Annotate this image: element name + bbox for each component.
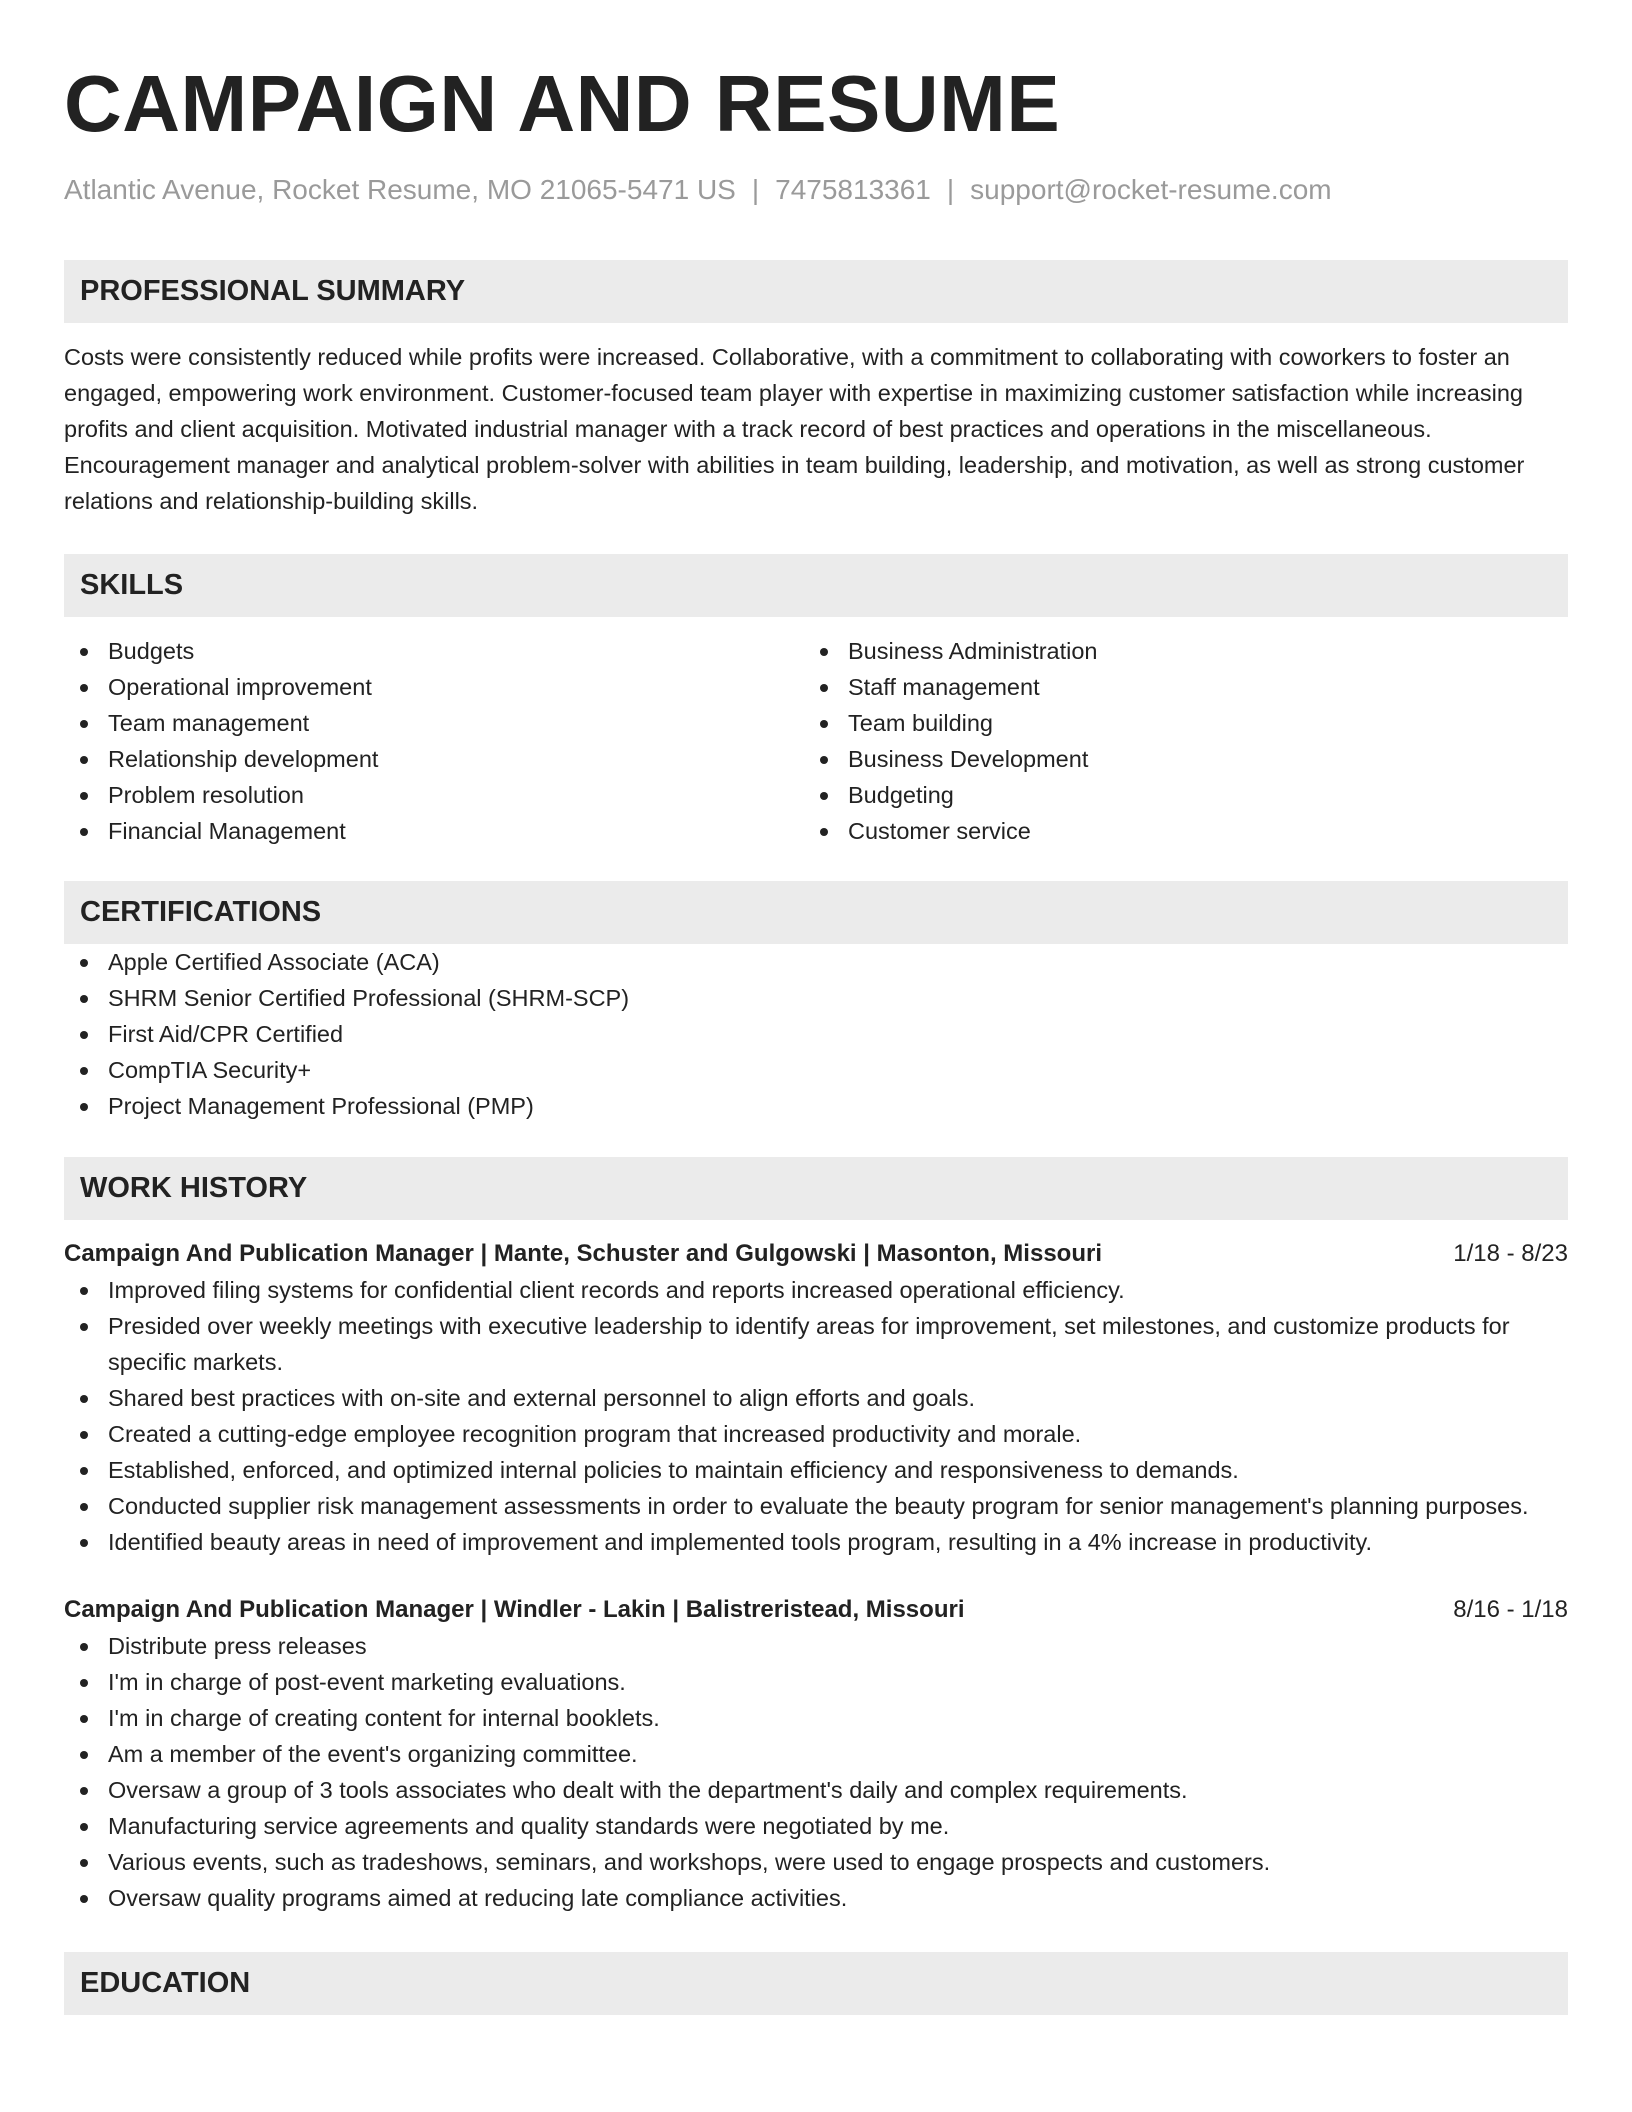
skill-item: Staff management [804, 669, 1544, 705]
contact-line [64, 172, 1568, 208]
skill-item: Business Development [804, 741, 1544, 777]
job-bullet: Am a member of the event's organizing committee. [64, 1736, 1568, 1772]
certification-list [64, 944, 1568, 1124]
certification-item: CompTIA Security+ [64, 1052, 1568, 1088]
job-bullet: Various events, such as tradeshows, seminars, and workshops, were used to engage prospects and customers. [64, 1844, 1568, 1880]
contact-phone: 7475813361 [775, 174, 931, 205]
job-bullet: I'm in charge of post-event marketing evaluations. [64, 1664, 1568, 1700]
job-bullet: Established, enforced, and optimized internal policies to maintain efficiency and responsiveness to demands. [64, 1452, 1568, 1488]
job-bullet: I'm in charge of creating content for internal booklets. [64, 1700, 1568, 1736]
section-heading-education: EDUCATION [64, 1952, 1568, 2015]
summary-text: Costs were consistently reduced while profits were increased. Collaborative, with a commitment to collaborating with coworkers to foster an engaged, empowering work environment. Customer-focused team player with expertise in maximizing customer satisfaction while increasing profits and client acquisition. Motivated industrial manager with a track record of best practices and operations in the miscellaneous. Encouragement manager and analytical problem-solver with abilities in team building, leadership, and motivation, as well as strong customer relations and relationship-building skills. [64, 344, 1525, 514]
skill-item: Team management [64, 705, 804, 741]
skill-item: Budgets [64, 633, 804, 669]
job-bullet: Conducted supplier risk management assessments in order to evaluate the beauty program for senior management's planning purposes. [64, 1488, 1568, 1524]
certification-item: Apple Certified Associate (ACA) [64, 944, 1568, 980]
job-bullet: Presided over weekly meetings with executive leadership to identify areas for improvement, set milestones, and customize products for specific markets. [64, 1308, 1568, 1380]
skill-item: Problem resolution [64, 777, 804, 813]
job-header [64, 1236, 1568, 1272]
contact-email: support@rocket-resume.com [970, 174, 1332, 205]
job-title: Campaign And Publication Manager | Windler - Lakin | Balistreristead, Missouri [64, 1596, 965, 1623]
skill-item: Budgeting [804, 777, 1544, 813]
skill-item: Operational improvement [64, 669, 804, 705]
skills-column-left [64, 633, 804, 849]
job-dates: 8/16 - 1/18 [1453, 1596, 1568, 1623]
contact-separator: | [751, 174, 760, 205]
skill-item: Relationship development [64, 741, 804, 777]
certification-item: SHRM Senior Certified Professional (SHRM-SCP) [64, 980, 1568, 1016]
job-bullet: Oversaw quality programs aimed at reducing late compliance activities. [64, 1880, 1568, 1916]
section-heading-certifications: CERTIFICATIONS [64, 881, 1568, 944]
job-bullet-list [64, 1628, 1568, 1916]
skill-item: Financial Management [64, 813, 804, 849]
skills-column-right [804, 633, 1544, 849]
job-bullet: Identified beauty areas in need of improvement and implemented tools program, resulting in a 4% increase in productivity. [64, 1524, 1568, 1560]
skills-grid [64, 633, 1568, 849]
job-header [64, 1592, 1568, 1628]
certification-item: First Aid/CPR Certified [64, 1016, 1568, 1052]
skill-item: Customer service [804, 813, 1544, 849]
section-heading-skills: SKILLS [64, 554, 1568, 617]
job-bullet: Manufacturing service agreements and quality standards were negotiated by me. [64, 1808, 1568, 1844]
job-title: Campaign And Publication Manager | Mante, Schuster and Gulgowski | Masonton, Missouri [64, 1240, 1102, 1267]
job-bullet: Improved filing systems for confidential client records and reports increased operational efficiency. [64, 1272, 1568, 1308]
section-heading-summary: PROFESSIONAL SUMMARY [64, 260, 1568, 323]
section-heading-work-history: WORK HISTORY [64, 1157, 1568, 1220]
job-bullet: Created a cutting-edge employee recognition program that increased productivity and morale. [64, 1416, 1568, 1452]
skill-item: Team building [804, 705, 1544, 741]
job-bullet-list [64, 1272, 1568, 1560]
resume-name: CAMPAIGN AND RESUME [64, 59, 1061, 148]
certification-item: Project Management Professional (PMP) [64, 1088, 1568, 1124]
contact-address: Atlantic Avenue, Rocket Resume, MO 21065-5471 US [64, 174, 736, 205]
job-bullet: Shared best practices with on-site and external personnel to align efforts and goals. [64, 1380, 1568, 1416]
job-bullet: Distribute press releases [64, 1628, 1568, 1664]
job-dates: 1/18 - 8/23 [1453, 1240, 1568, 1267]
skill-item: Business Administration [804, 633, 1544, 669]
contact-separator: | [946, 174, 955, 205]
job-bullet: Oversaw a group of 3 tools associates who dealt with the department's daily and complex requirements. [64, 1772, 1568, 1808]
